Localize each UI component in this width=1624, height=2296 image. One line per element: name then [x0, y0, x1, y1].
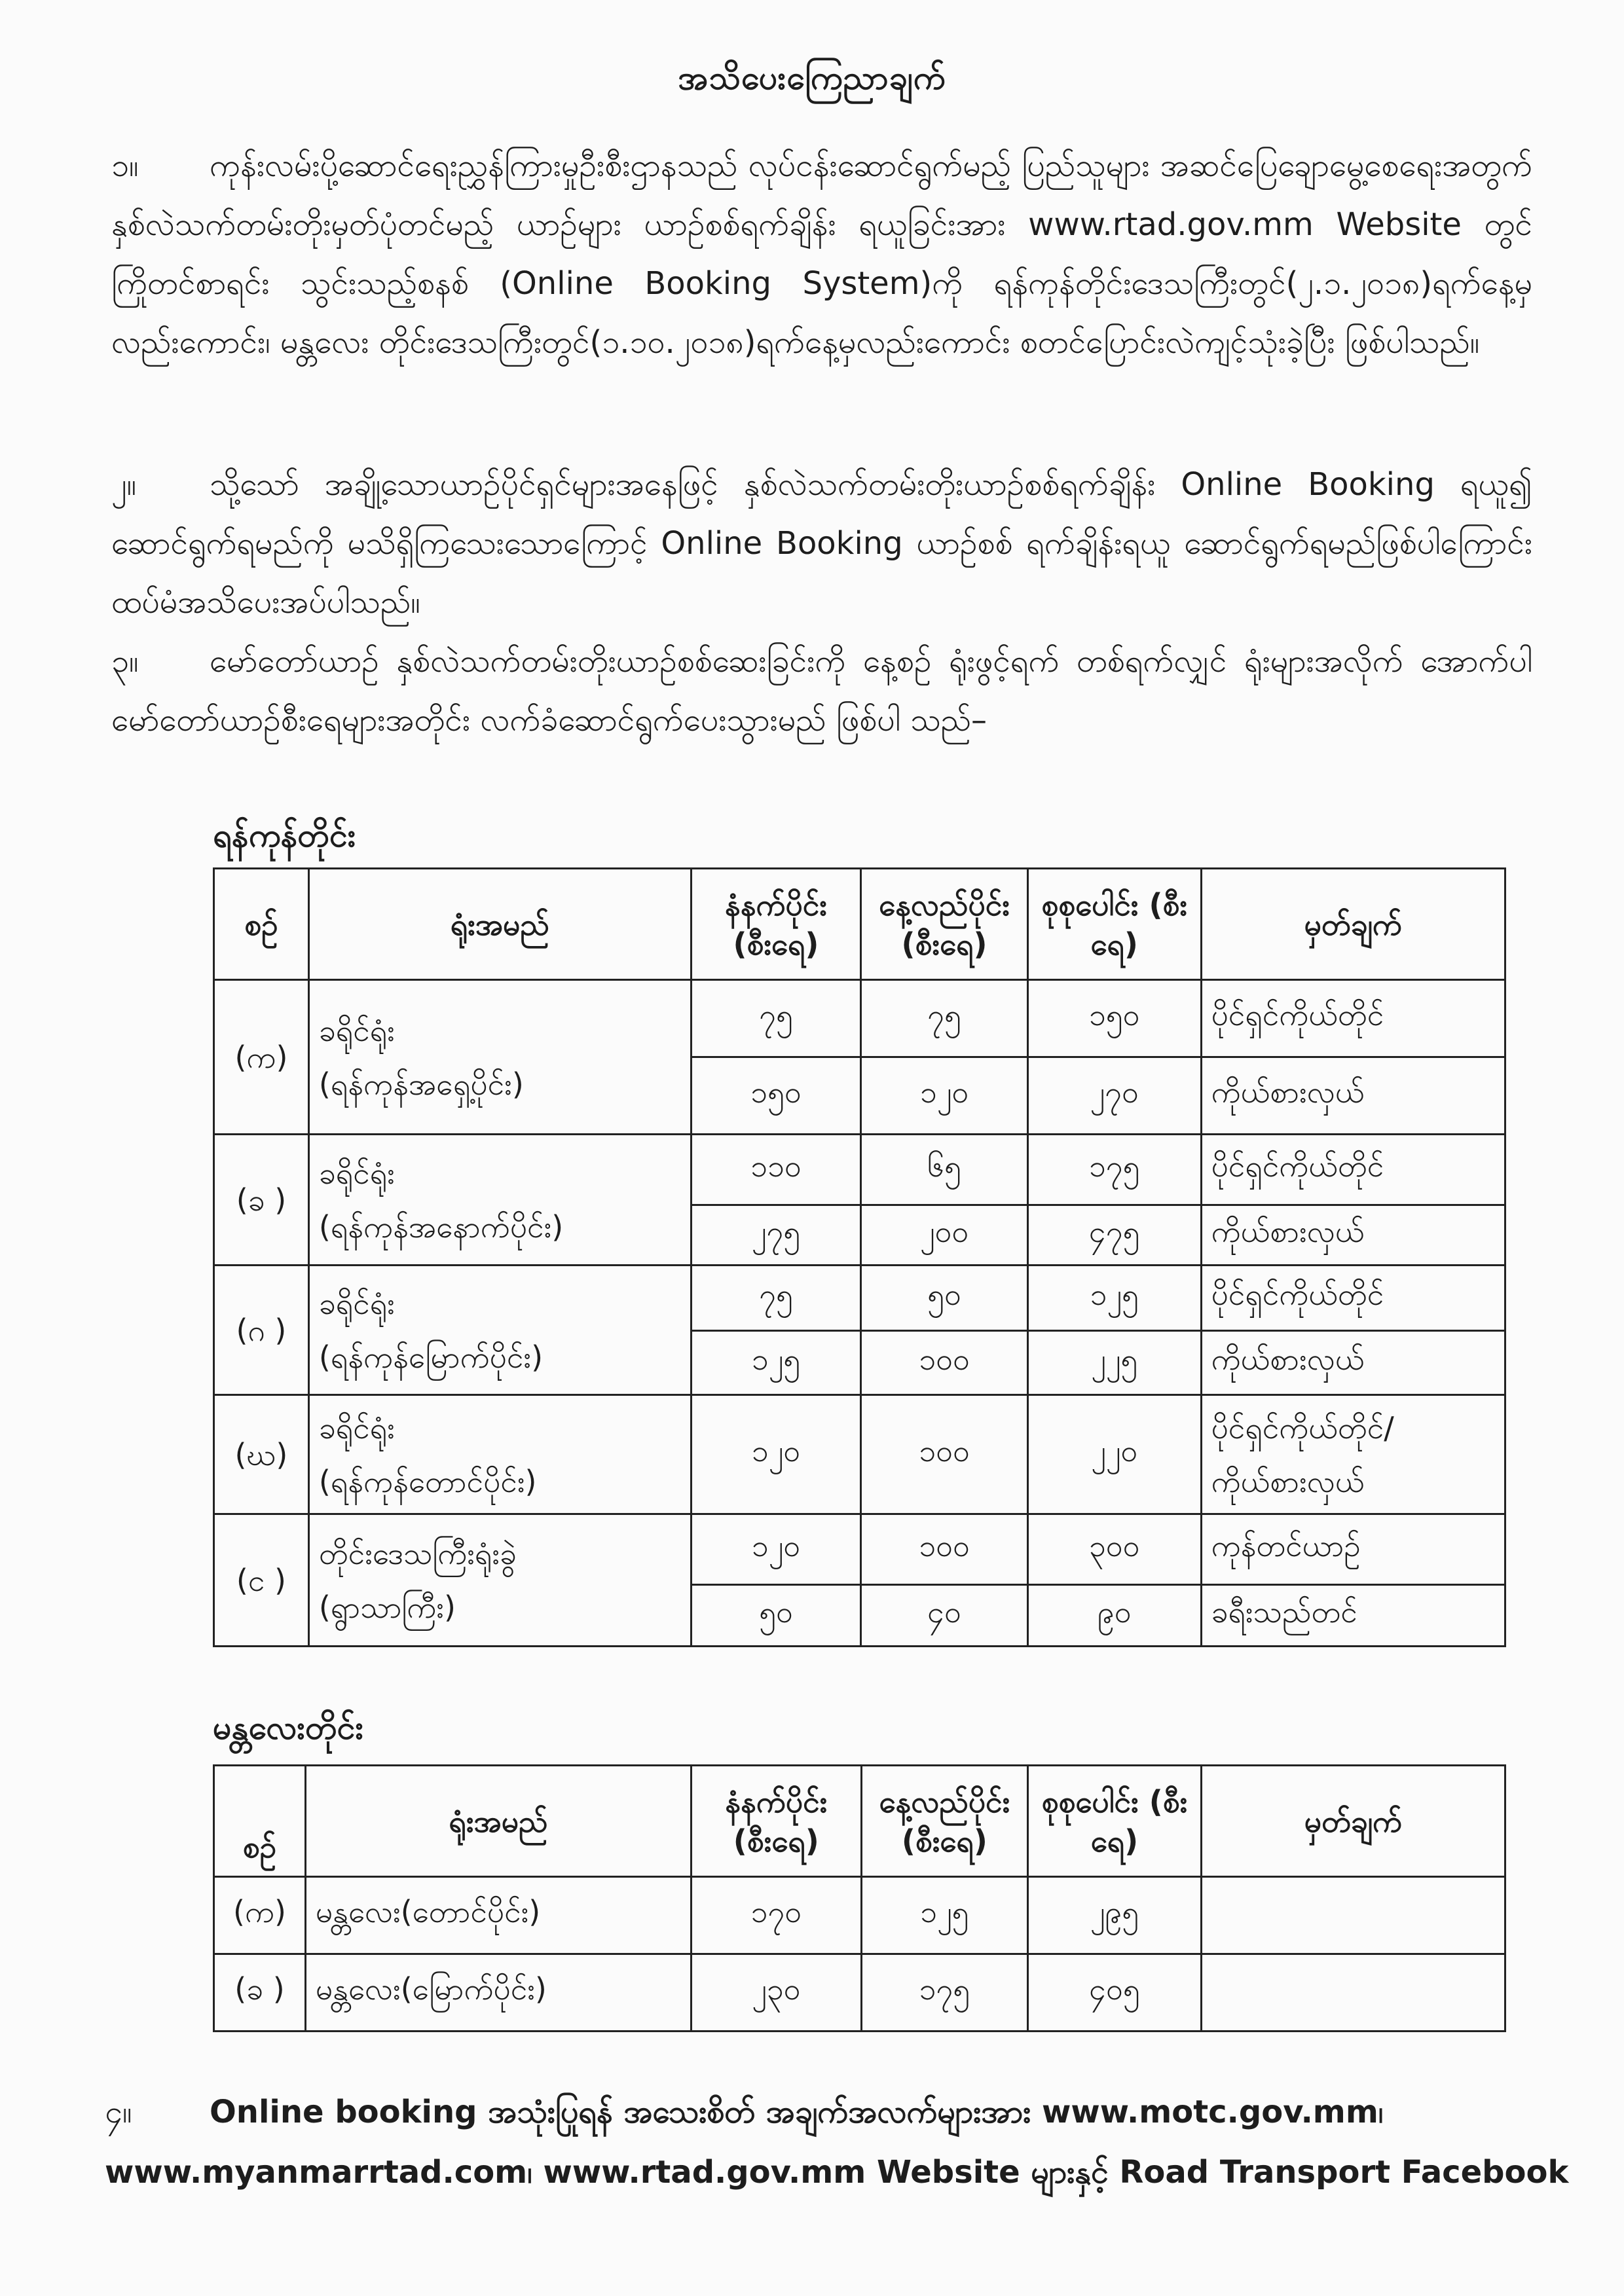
office-name-cell	[308, 1514, 691, 1647]
afternoon-count: ၇၅	[861, 980, 1028, 1057]
office-area: (ရန်ကုန်တောင်ပိုင်း)	[318, 1463, 537, 1499]
total-count: ၄၀၅	[1028, 1954, 1202, 2032]
morning-count: ၁၂၅	[691, 1331, 861, 1395]
remark: ပိုင်ရှင်ကိုယ်တိုင်	[1201, 1266, 1505, 1331]
mandalay-region-label: မန္တလေးတိုင်း	[213, 1709, 364, 1747]
morning-count: ၂၇၅	[691, 1205, 861, 1266]
paragraph-number: ၃။	[111, 643, 139, 680]
paragraph-number: ၄။	[105, 2094, 132, 2130]
afternoon-count: ၂၀၀	[861, 1205, 1028, 1266]
paragraph-number: ၁။	[111, 147, 139, 184]
afternoon-count: ၁၀၀	[861, 1331, 1028, 1395]
morning-count: ၁၂၀	[691, 1395, 861, 1514]
office-area: (ရန်ကုန်အရှေ့ပိုင်း)	[318, 1066, 524, 1102]
row-number: (က)	[214, 1877, 306, 1954]
remark: ပိုင်ရှင်ကိုယ်တိုင်	[1201, 980, 1505, 1057]
remark: ခရီးသည်တင်	[1201, 1585, 1505, 1647]
table-row	[214, 1266, 1505, 1331]
morning-count: ၁၇၀	[692, 1877, 862, 1954]
row-number: (ဃ)	[214, 1395, 309, 1514]
afternoon-count: ၅၀	[861, 1266, 1028, 1331]
col-no-header: စဉ်	[214, 1766, 306, 1877]
paragraph-3	[111, 632, 1532, 750]
office-name: ခရိုင်ရုံး	[318, 1285, 395, 1321]
table-row	[214, 1514, 1505, 1585]
remark: ကိုယ်စားလှယ်	[1201, 1057, 1505, 1135]
total-count: ၂၉၅	[1028, 1877, 1202, 1954]
office-name: ခရိုင်ရုံး	[318, 1155, 395, 1191]
office-name-cell	[308, 1266, 691, 1395]
table-header-row	[214, 1766, 1505, 1877]
total-count: ၂၇၀	[1027, 1057, 1201, 1135]
afternoon-count: ၁၀၀	[861, 1395, 1028, 1514]
table-row	[214, 1135, 1505, 1205]
row-number: (ခ )	[214, 1954, 306, 2032]
col-total-header: စုစုပေါင်း (စီးရေ)	[1027, 869, 1201, 980]
remark: ပိုင်ရှင်ကိုယ်တိုင်	[1201, 1135, 1505, 1205]
total-count: ၁၇၅	[1027, 1135, 1201, 1205]
paragraph-number: ၂။	[111, 466, 137, 503]
remark	[1201, 1954, 1505, 2032]
total-count: ၉၀	[1027, 1585, 1201, 1647]
morning-count: ၁၂၀	[691, 1514, 861, 1585]
office-name-cell	[308, 1395, 691, 1514]
morning-count: ၂၃၀	[692, 1954, 862, 2032]
remark: ပိုင်ရှင်ကိုယ်တိုင်/ ကိုယ်စားလှယ်	[1201, 1395, 1505, 1514]
afternoon-count: ၁၂၅	[861, 1877, 1028, 1954]
office-name: ခရိုင်ရုံး	[318, 1410, 395, 1446]
remark: ကိုယ်စားလှယ်	[1201, 1331, 1505, 1395]
table-row	[214, 1877, 1505, 1954]
page-title: အသိပေးကြေညာချက်	[678, 59, 946, 97]
afternoon-count: ၁၀၀	[861, 1514, 1028, 1585]
remark: ကိုယ်စားလှယ်	[1201, 1205, 1505, 1266]
office-name-cell	[308, 980, 691, 1135]
remark: ကုန်တင်ယာဉ်	[1201, 1514, 1505, 1585]
office-name: မန္တလေး(တောင်ပိုင်း)	[305, 1877, 691, 1954]
paragraph-text: ကုန်းလမ်းပို့ဆောင်ရေးညွှန်ကြားမှုဦးစီးဌာနသည် လုပ်ငန်းဆောင်ရွက်မည့် ပြည်သူများ အဆင်ပြေချောမွေ့စေရေးအတွက် နှစ်လဲသက်တမ်းတိုးမှတ်ပုံတင်မည့် ယာဉ်များ ယာဉ်စစ်ရက်ချိန်း ရယူခြင်းအား www.rtad.gov.mm Website တွင် ကြိုတင်စာရင်း သွင်းသည့်စနစ် (Online Booking System)ကို ရန်ကုန်တိုင်းဒေသကြီးတွင်(၂.၁.၂၀၁၈)ရက်နေ့မှလည်းကောင်း၊ မန္တလေး တိုင်းဒေသကြီးတွင်(၁.၁၀.၂၀၁၈)ရက်နေ့မှလည်းကောင်း စတင်ပြောင်းလဲကျင့်သုံးခဲ့ပြီး ဖြစ်ပါသည်။	[111, 147, 1532, 361]
yangon-region-label: ရန်ကုန်တိုင်း	[213, 816, 356, 854]
afternoon-count: ၁၂၀	[861, 1057, 1028, 1135]
col-remark-header: မှတ်ချက်	[1201, 1766, 1505, 1877]
table-row	[214, 1395, 1505, 1514]
office-name: ခရိုင်ရုံး	[318, 1012, 395, 1048]
afternoon-count: ၁၇၅	[861, 1954, 1028, 2032]
col-no-header: စဉ်	[214, 869, 309, 980]
col-afternoon-header: နေ့လည်ပိုင်း (စီးရေ)	[861, 1766, 1028, 1877]
footer-line-1	[105, 2082, 1532, 2142]
office-name-cell	[308, 1135, 691, 1266]
total-count: ၁၂၅	[1027, 1266, 1201, 1331]
col-total-header: စုစုပေါင်း (စီးရေ)	[1028, 1766, 1202, 1877]
col-remark-header: မှတ်ချက်	[1201, 869, 1505, 980]
total-count: ၂၂၀	[1027, 1395, 1201, 1514]
total-count: ၁၅၀	[1027, 980, 1201, 1057]
table-row	[214, 1954, 1505, 2032]
morning-count: ၇၅	[691, 980, 861, 1057]
office-name: မန္တလေး(မြောက်ပိုင်း)	[305, 1954, 691, 2032]
total-count: ၂၂၅	[1027, 1331, 1201, 1395]
remark	[1201, 1877, 1505, 1954]
col-office-header: ရုံးအမည်	[305, 1766, 691, 1877]
footer-text-line-1: Online booking အသုံးပြုရန် အသေးစိတ် အချက်အလက်များအား www.motc.gov.mm၊	[210, 2094, 1384, 2130]
office-area: (ရန်ကုန်အနောက်ပိုင်း)	[318, 1209, 564, 1245]
paragraph-4	[105, 2082, 1569, 2202]
row-number: (ဂ )	[214, 1266, 309, 1395]
afternoon-count: ၆၅	[861, 1135, 1028, 1205]
morning-count: ၅၀	[691, 1585, 861, 1647]
total-count: ၃၀၀	[1027, 1514, 1201, 1585]
footer-text-line-2: www.myanmarrtad.com၊ www.rtad.gov.mm Website များနှင့် Road Transport Facebook	[105, 2154, 1569, 2191]
row-number: (ခ )	[214, 1135, 309, 1266]
col-morning-header: နံနက်ပိုင်း (စီးရေ)	[691, 869, 861, 980]
afternoon-count: ၄၀	[861, 1585, 1028, 1647]
paragraph-text: မော်တော်ယာဉ် နှစ်လဲသက်တမ်းတိုးယာဉ်စစ်ဆေးခြင်းကို နေ့စဉ် ရုံးဖွင့်ရက် တစ်ရက်လျှင် ရုံးများအလိုက် အောက်ပါ မော်တော်ယာဉ်စီးရေများအတိုင်း လက်ခံဆောင်ရွက်ပေးသွားမည် ဖြစ်ပါ သည်–	[111, 643, 1532, 738]
mandalay-table	[213, 1764, 1506, 2032]
office-area: (ရွာသာကြီး)	[318, 1589, 456, 1625]
paragraph-1	[111, 136, 1532, 372]
yangon-table	[213, 867, 1506, 1647]
morning-count: ၁၅၀	[691, 1057, 861, 1135]
row-number: (င )	[214, 1514, 309, 1647]
morning-count: ၇၅	[691, 1266, 861, 1331]
office-area: (ရန်ကုန်မြောက်ပိုင်း)	[318, 1339, 544, 1375]
table-header-row	[214, 869, 1505, 980]
col-morning-header: နံနက်ပိုင်း (စီးရေ)	[692, 1766, 862, 1877]
morning-count: ၁၁၀	[691, 1135, 861, 1205]
table-row	[214, 980, 1505, 1057]
row-number: (က)	[214, 980, 309, 1135]
paragraph-text: သို့သော် အချို့သောယာဉ်ပိုင်ရှင်များအနေဖြင့် နှစ်လဲသက်တမ်းတိုးယာဉ်စစ်ရက်ချိန်း Online Booking ရယူ၍ ဆောင်ရွက်ရမည်ကို မသိရှိကြသေးသောကြောင့် Online Booking ယာဉ်စစ် ရက်ချိန်းရယူ ဆောင်ရွက်ရမည်ဖြစ်ပါကြောင်း ထပ်မံအသိပေးအပ်ပါသည်။	[111, 466, 1532, 621]
total-count: ၄၇၅	[1027, 1205, 1201, 1266]
col-afternoon-header: နေ့လည်ပိုင်း (စီးရေ)	[861, 869, 1028, 980]
paragraph-2	[111, 455, 1532, 632]
office-name: တိုင်းဒေသကြီးရုံးခွဲ	[318, 1535, 517, 1571]
col-office-header: ရုံးအမည်	[308, 869, 691, 980]
